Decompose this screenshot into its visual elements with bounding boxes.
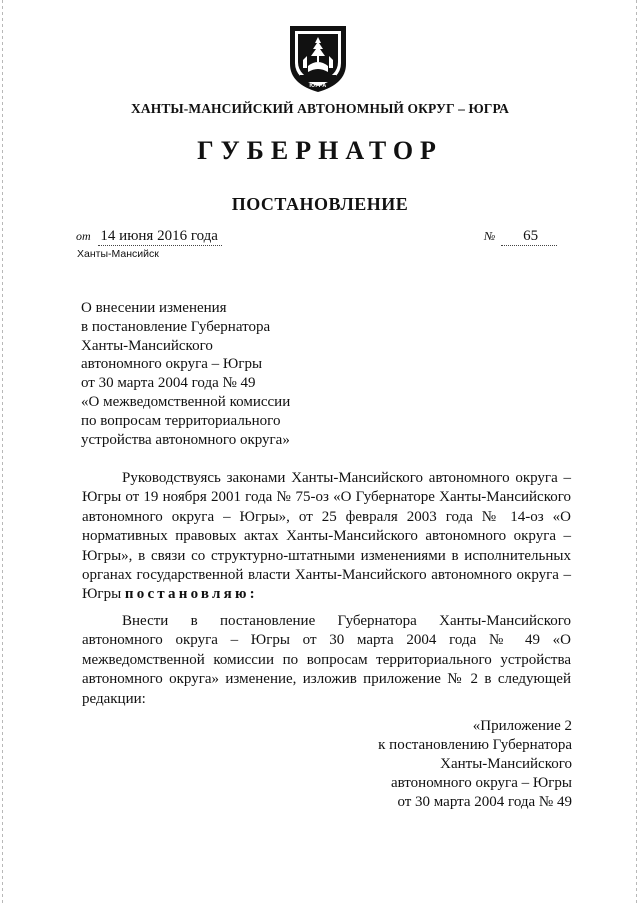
document-number: 65	[501, 228, 557, 246]
region-name: ХАНТЫ-МАНСИЙСКИЙ АВТОНОМНЫЙ ОКРУГ – ЮГРА	[131, 101, 509, 116]
appendix-line: к постановлению Губернатора	[378, 737, 572, 753]
subject-line: автономного округа – Югры	[81, 356, 263, 373]
document-date: 14 июня 2016 года	[98, 228, 222, 246]
emblem-motto: ЮГРА	[309, 83, 327, 89]
city-name: Ханты-Мансийск	[77, 248, 159, 260]
subject-line: в постановление Губернатора	[81, 318, 271, 335]
appendix-line: Ханты-Мансийского	[440, 756, 572, 772]
appendix-header	[330, 717, 572, 812]
governor-title: ГУБЕРНАТОР	[197, 136, 443, 165]
date-prefix: от	[76, 229, 91, 243]
appendix-line: «Приложение 2	[472, 718, 572, 734]
subject-line: по вопросам территориального	[81, 412, 281, 429]
preamble-paragraph	[82, 469, 571, 605]
number-line	[484, 228, 557, 246]
subject-line: Ханты-Мансийского	[81, 337, 213, 354]
number-prefix: №	[484, 229, 496, 243]
subject-line: «О межведомственной комиссии	[81, 393, 291, 410]
date-line	[76, 228, 222, 246]
subject-line: устройства автономного округа»	[81, 431, 290, 448]
resolve-word: постановляю:	[124, 586, 258, 603]
subject-line: О внесении изменения	[81, 300, 227, 316]
appendix-line: от 30 марта 2004 года № 49	[397, 794, 572, 810]
subject-line: от 30 марта 2004 года № 49	[81, 375, 256, 392]
appendix-line: автономного округа – Югры	[390, 775, 572, 791]
preamble-text: Руководствуясь законами Ханты-Мансийского автономного округа – Югры от 19 ноября 2001 года № 75-оз «О Губернаторе Ханты-Мансийского автономного округа – Югры», от 25 февраля 2003 года № 14-оз «О нормативных правовых актах Ханты-Мансийского автономного округа – Югры», в связи со структурно-штатными изменениями в исполнительных органах государственной власти Ханты-Мансийского автономного округа – Югры	[82, 470, 571, 603]
subject-block	[81, 299, 341, 449]
document-type: ПОСТАНОВЛЕНИЕ	[231, 194, 409, 214]
operative-paragraph: Внести в постановление Губернатора Ханты-Мансийского автономного округа – Югры от 30 марта 2004 года № 49 «О межведомственной комиссии по вопросам территориального устройства автономного округа» изменение, изложив приложение № 2 в следующей редакции:	[82, 613, 571, 707]
